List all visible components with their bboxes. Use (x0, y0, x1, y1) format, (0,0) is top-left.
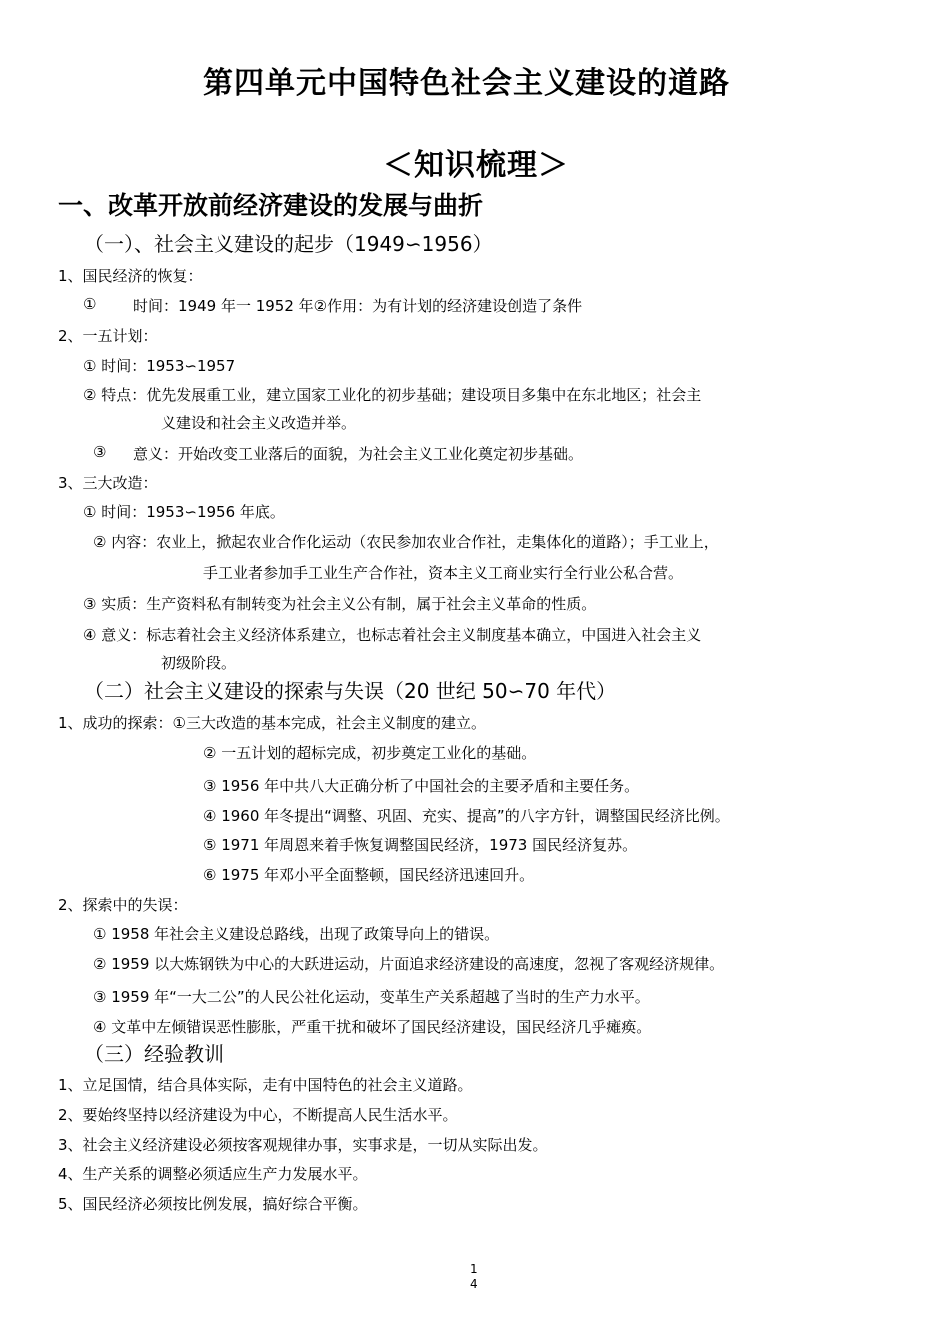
list-item: 3、社会主义经济建设必须按客观规律办事，实事求是，一切从实际出发。 (58, 1136, 548, 1154)
list-item: 4、生产关系的调整必须适应生产力发展水平。 (58, 1165, 368, 1183)
list-item: 2、要始终坚持以经济建设为中心，不断提高人民生活水平。 (58, 1106, 458, 1124)
item-line: ④ 文革中左倾错误恶性膨胀，严重干扰和破坏了国民经济建设，国民经济几乎瘫痪。 (93, 1018, 652, 1036)
document-title: 第四单元中国特色社会主义建设的道路 (203, 66, 730, 101)
item-line: ③ 1956 年中共八大正确分析了中国社会的主要矛盾和主要任务。 (203, 777, 640, 795)
subsection-heading: （三）经验教训 (84, 1042, 224, 1066)
item-marker: ① (83, 295, 97, 313)
item-line-continued: 初级阶段。 (161, 654, 237, 672)
item-label: 3、三大改造： (58, 474, 158, 492)
item-line: ② 特点：优先发展重工业，建立国家工业化的初步基础；建设项目多集中在东北地区；社会主 (83, 386, 702, 404)
item-line: ③ 1959 年“一大二公”的人民公社化运动，变革生产关系超越了当时的生产力水平。 (93, 988, 650, 1006)
page-count: 4 (470, 1277, 478, 1291)
list-item: 5、国民经济必须按比例发展，搞好综合平衡。 (58, 1195, 368, 1213)
item-line: 意义：开始改变工业落后的面貌，为社会主义工业化奠定初步基础。 (133, 445, 584, 463)
section-heading: 一、改革开放前经济建设的发展与曲折 (58, 191, 484, 220)
item-line: ⑤ 1971 年周恩来着手恢复调整国民经济，1973 国民经济复苏。 (203, 836, 638, 854)
list-item: 1、立足国情，结合具体实际，走有中国特色的社会主义道路。 (58, 1076, 473, 1094)
item-line-continued: 义建设和社会主义改造并举。 (161, 414, 357, 432)
item-line: ① 时间：1953∽1957 (83, 357, 236, 375)
item-line: ④ 1960 年冬提出“调整、巩固、充实、提高”的八字方针，调整国民经济比例。 (203, 807, 730, 825)
item-line: ② 一五计划的超标完成，初步奠定工业化的基础。 (203, 744, 537, 762)
item-marker: ③ (93, 443, 107, 461)
item-line: ① 时间：1953∽1956 年底。 (83, 503, 285, 521)
item-line: ③ 实质：生产资料私有制转变为社会主义公有制，属于社会主义革命的性质。 (83, 595, 597, 613)
item-label: 1、成功的探索：①三大改造的基本完成，社会主义制度的建立。 (58, 714, 486, 732)
item-line: ② 1959 以大炼钢铁为中心的大跃进运动，片面追求经济建设的高速度，忽视了客观经济规律。 (93, 955, 725, 973)
item-label: 2、探索中的失误： (58, 896, 188, 914)
item-line: ④ 意义：标志着社会主义经济体系建立，也标志着社会主义制度基本确立，中国进入社会主义 (83, 626, 702, 644)
item-label: 1、国民经济的恢复： (58, 267, 203, 285)
subsection-heading: （一）、社会主义建设的起步（1949∽1956） (84, 232, 493, 256)
item-line: ⑥ 1975 年邓小平全面整顿，国民经济迅速回升。 (203, 866, 535, 884)
item-line: 时间：1949 年一 1952 年②作用：为有计划的经济建设创造了条件 (133, 297, 583, 315)
item-line-continued: 手工业者参加手工业生产合作社，资本主义工商业实行全行业公私合营。 (203, 564, 684, 582)
item-line: ② 内容：农业上，掀起农业合作化运动（农民参加农业合作社，走集体化的道路）；手工业上， (93, 533, 719, 551)
item-label: 2、一五计划： (58, 327, 158, 345)
item-line: ① 1958 年社会主义建设总路线，出现了政策导向上的错误。 (93, 925, 500, 943)
document-subtitle: ＜知识梳理＞ (383, 148, 569, 183)
subsection-heading: （二）社会主义建设的探索与失误（20 世纪 50∽70 年代） (84, 679, 617, 703)
page-number: 1 (470, 1262, 478, 1276)
